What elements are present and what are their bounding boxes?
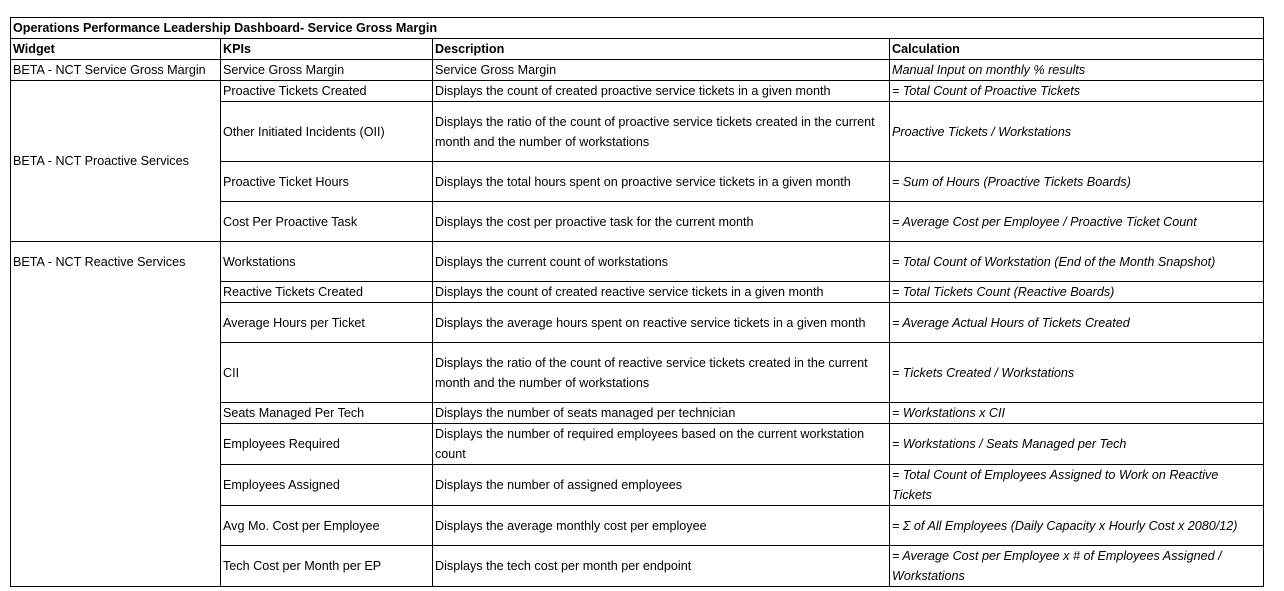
description-cell: Displays the total hours spent on proactive service tickets in a given month <box>433 162 890 202</box>
table-title: Operations Performance Leadership Dashboard- Service Gross Margin <box>11 18 1264 39</box>
description-cell: Displays the number of assigned employees <box>433 465 890 506</box>
description-cell: Service Gross Margin <box>433 60 890 81</box>
header-calculation: Calculation <box>890 39 1264 60</box>
kpi-cell: Average Hours per Ticket <box>221 303 433 343</box>
widget-cell: BETA - NCT Reactive Services <box>11 242 221 587</box>
calculation-cell: = Tickets Created / Workstations <box>890 343 1264 403</box>
calculation-cell: Proactive Tickets / Workstations <box>890 102 1264 162</box>
header-description: Description <box>433 39 890 60</box>
header-kpis: KPIs <box>221 39 433 60</box>
description-cell: Displays the ratio of the count of reactive service tickets created in the current month and the number of workstations <box>433 343 890 403</box>
calculation-cell: = Total Count of Workstation (End of the Month Snapshot) <box>890 242 1264 282</box>
calculation-cell: = Sum of Hours (Proactive Tickets Boards) <box>890 162 1264 202</box>
description-cell: Displays the tech cost per month per endpoint <box>433 546 890 587</box>
kpi-cell: Employees Assigned <box>221 465 433 506</box>
description-cell: Displays the current count of workstations <box>433 242 890 282</box>
kpi-cell: Employees Required <box>221 424 433 465</box>
description-cell: Displays the ratio of the count of proactive service tickets created in the current month and the number of workstations <box>433 102 890 162</box>
widget-cell: BETA - NCT Service Gross Margin <box>11 60 221 81</box>
kpi-cell: Service Gross Margin <box>221 60 433 81</box>
kpi-cell: Workstations <box>221 242 433 282</box>
header-widget: Widget <box>11 39 221 60</box>
description-cell: Displays the number of seats managed per technician <box>433 403 890 424</box>
widget-cell: BETA - NCT Proactive Services <box>11 81 221 242</box>
description-cell: Displays the number of required employees based on the current workstation count <box>433 424 890 465</box>
description-cell: Displays the cost per proactive task for the current month <box>433 202 890 242</box>
calculation-cell: = Total Count of Proactive Tickets <box>890 81 1264 102</box>
description-cell: Displays the average monthly cost per employee <box>433 506 890 546</box>
description-cell: Displays the count of created proactive service tickets in a given month <box>433 81 890 102</box>
description-cell: Displays the count of created reactive service tickets in a given month <box>433 282 890 303</box>
kpi-cell: Avg Mo. Cost per Employee <box>221 506 433 546</box>
calculation-cell: = Total Tickets Count (Reactive Boards) <box>890 282 1264 303</box>
calculation-cell: = Σ of All Employees (Daily Capacity x Hourly Cost x 2080/12) <box>890 506 1264 546</box>
kpi-cell: Tech Cost per Month per EP <box>221 546 433 587</box>
kpi-cell: Proactive Tickets Created <box>221 81 433 102</box>
table-row <box>11 81 1264 102</box>
calculation-cell: = Average Cost per Employee x # of Employees Assigned / Workstations <box>890 546 1264 587</box>
kpi-cell: Reactive Tickets Created <box>221 282 433 303</box>
table-row <box>11 242 1264 282</box>
calculation-cell: = Total Count of Employees Assigned to Work on Reactive Tickets <box>890 465 1264 506</box>
calculation-cell: = Workstations x CII <box>890 403 1264 424</box>
calculation-cell: = Average Cost per Employee / Proactive Ticket Count <box>890 202 1264 242</box>
kpi-cell: Other Initiated Incidents (OII) <box>221 102 433 162</box>
kpi-cell: Cost Per Proactive Task <box>221 202 433 242</box>
calculation-cell: = Workstations / Seats Managed per Tech <box>890 424 1264 465</box>
kpi-table <box>10 17 1264 587</box>
description-cell: Displays the average hours spent on reactive service tickets in a given month <box>433 303 890 343</box>
kpi-cell: CII <box>221 343 433 403</box>
kpi-cell: Proactive Ticket Hours <box>221 162 433 202</box>
table-row <box>11 60 1264 81</box>
calculation-cell: Manual Input on monthly % results <box>890 60 1264 81</box>
calculation-cell: = Average Actual Hours of Tickets Created <box>890 303 1264 343</box>
kpi-cell: Seats Managed Per Tech <box>221 403 433 424</box>
